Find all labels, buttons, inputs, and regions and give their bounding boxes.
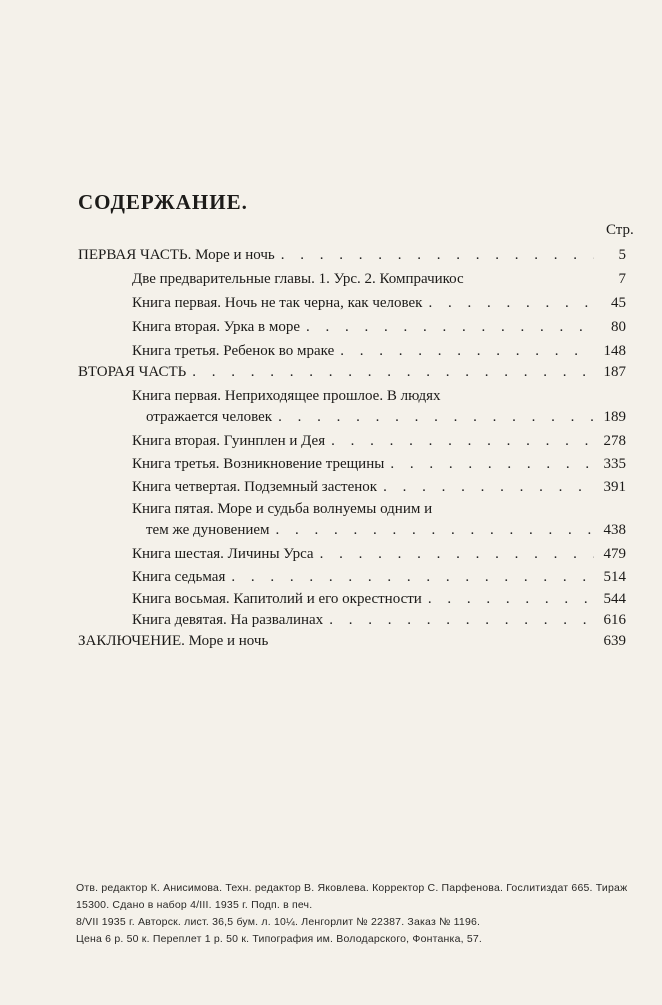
toc-entry-text: Книга вторая. Гуинплен и Дея [132,433,326,449]
toc-entry [132,566,626,588]
toc-page-number: 7 [618,271,626,287]
toc-page-number: 514 [603,569,626,585]
imprint-block [76,880,632,948]
toc-page-number: 45 [611,295,626,311]
imprint-line: 8/VII 1935 г. Авторск. лист. 36,5 бум. л. 10¼. Ленгорлит № 22387. Заказ № 1196. [76,916,481,928]
leader-dots [231,566,594,588]
imprint-line: Отв. редактор К. Анисимова. Техн. редактор В. Яковлева. Корректор С. Парфенова. Гослитиздат 665. Тираж 15300. Сдано в набор 4/III. 1935 г. Подп. в печ. [76,882,628,911]
toc-entry-text: Книга третья. Ребенок во мраке [132,343,335,359]
toc-page-number: 148 [603,343,626,359]
toc-entry-text: ПЕРВАЯ ЧАСТЬ. Море и ночь [78,247,275,263]
toc-entry-text: тем же дуновением [146,522,270,538]
toc-page-number: 479 [603,546,626,562]
toc-entry [132,609,626,631]
toc-entry-text: Книга третья. Возникновение трещины [132,456,385,472]
leader-dots [306,316,594,338]
toc-page-number: 335 [603,456,626,472]
toc-entry-text: Книга первая. Неприходящее прошлое. В людях [132,388,441,404]
toc-page-number: 438 [603,522,626,538]
toc-entry-text: Книга девятая. На развалинах [132,612,324,628]
toc-entry-part-1 [78,244,626,266]
toc-page-number: 616 [603,612,626,628]
toc-entry-text: ВТОРАЯ ЧАСТЬ [78,364,187,380]
leader-dots [192,361,594,383]
toc-page-number: 80 [611,319,626,335]
toc-entry-text: отражается человек [146,409,273,425]
leader-dots [331,430,594,452]
toc-entry-text: Книга седьмая [132,569,226,585]
toc-entry [132,453,626,475]
toc-page-number: 189 [603,409,626,425]
leader-dots [329,609,594,631]
leader-dots [320,543,594,565]
leader-dots [281,244,594,266]
toc-entry [132,340,626,362]
toc-entry [132,498,626,520]
page-column-label: Стр. [606,222,634,238]
toc-entry-text: Книга шестая. Личины Урса [132,546,314,562]
toc-entry-part-2 [78,361,626,383]
toc-entry [132,430,626,452]
toc-entry-text: Книга восьмая. Капитолий и его окрестности [132,591,422,607]
toc-entry-continuation [146,519,626,541]
toc-entry-text: Две предварительные главы. 1. Урс. 2. Компрачикос [132,271,464,287]
toc-entry-text: Книга вторая. Урка в море [132,319,300,335]
leader-dots [340,340,594,362]
leader-dots [278,406,594,428]
toc-entry-conclusion [78,630,626,652]
toc-entry [132,385,626,407]
toc-entry [132,476,626,498]
toc-page-number: 278 [603,433,626,449]
toc-page-number: 639 [603,633,626,649]
toc-entry-text: Книга пятая. Море и судьба волнуемы одним и [132,501,433,517]
imprint-line: Цена 6 р. 50 к. Переплет 1 р. 50 к. Типография им. Володарского, Фонтанка, 57. [76,933,483,945]
toc-entry [132,316,626,338]
toc-page-number: 544 [603,591,626,607]
toc-entry [132,268,626,290]
toc-entry-text: Книга четвертая. Подземный застенок [132,479,378,495]
page-title: СОДЕРЖАНИЕ. [78,190,248,214]
toc-page-number: 187 [603,364,626,380]
toc-entry [132,588,626,610]
toc-entry [132,292,626,314]
toc-page-number: 391 [603,479,626,495]
toc-entry-continuation [146,406,626,428]
leader-dots [276,519,594,541]
toc-page-number: 5 [618,247,626,263]
leader-dots [390,453,594,475]
leader-dots [428,292,594,314]
toc-entry [132,543,626,565]
leader-dots [383,476,594,498]
leader-dots [428,588,594,610]
toc-entry-text: ЗАКЛЮЧЕНИЕ. Море и ночь [78,633,269,649]
toc-entry-text: Книга первая. Ночь не так черна, как человек [132,295,423,311]
